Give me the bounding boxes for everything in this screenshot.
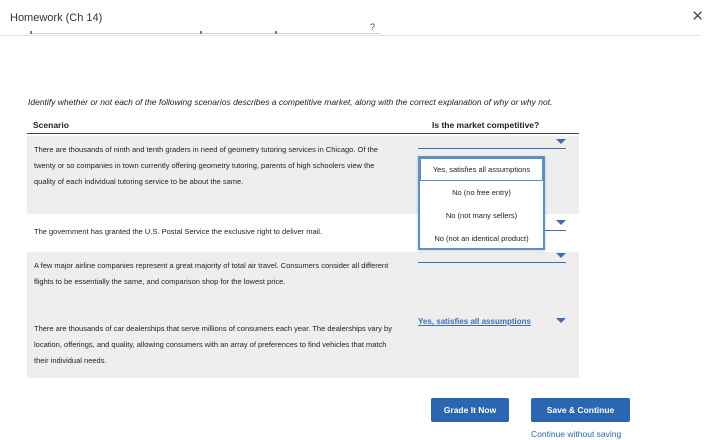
question-header-strip xyxy=(30,22,380,34)
continue-without-saving-link[interactable]: Continue without saving xyxy=(531,429,622,439)
scenario-text: The government has granted the U.S. Postal Service the exclusive right to deliver mail. xyxy=(34,227,323,236)
window-header xyxy=(0,0,704,36)
strip-tick xyxy=(30,31,32,34)
dropdown-2[interactable] xyxy=(545,230,566,231)
dropdown-3[interactable] xyxy=(418,262,566,263)
scenario-text: There are thousands of car dealerships that serve millions of consumers each year. The dealerships vary by location, offerings, and quality, allowing consumers with an array of preferences to find vehicles that match their individual needs. xyxy=(34,324,392,365)
window-title: Homework (Ch 14) xyxy=(10,12,103,24)
strip-tick xyxy=(275,31,277,34)
dropdown-2-chevron-icon[interactable] xyxy=(556,220,566,225)
dropdown-menu xyxy=(418,156,545,250)
scenario-text: There are thousands of ninth and tenth graders in need of geometry tutoring services in Chicago. Of the twenty or so companies in town currently offering geometry tutoring, parents of high schoolers view the quality of each individual tutoring service to be about the same. xyxy=(34,145,378,186)
instructions: Identify whether or not each of the following scenarios describes a competitive market, along with the correct explanation of why or why not. xyxy=(28,97,553,107)
dropdown-option-yes[interactable]: Yes, satisfies all assumptions xyxy=(420,158,543,181)
scenario-row-3 xyxy=(27,252,579,312)
dropdown-1[interactable] xyxy=(418,148,566,149)
dropdown-option-no-free-entry[interactable]: No (no free entry) xyxy=(452,188,511,197)
grade-it-now-button[interactable]: Grade It Now xyxy=(431,398,509,422)
dropdown-4-selected-value[interactable]: Yes, satisfies all assumptions xyxy=(418,317,531,326)
dropdown-3-chevron-icon[interactable] xyxy=(556,253,566,258)
dropdown-4-chevron-icon[interactable] xyxy=(556,318,566,323)
close-icon[interactable]: ✕ xyxy=(691,8,704,25)
header-scenario: Scenario xyxy=(33,120,69,130)
table-header xyxy=(27,117,579,134)
dropdown-option-not-identical-product[interactable]: No (not an identical product) xyxy=(434,234,529,243)
dropdown-option-not-many-sellers[interactable]: No (not many sellers) xyxy=(445,211,518,220)
header-competitive: Is the market competitive? xyxy=(432,120,540,130)
strip-tick xyxy=(200,31,202,34)
dropdown-1-chevron-icon[interactable] xyxy=(556,139,566,144)
strip-question-mark: ? xyxy=(370,22,376,32)
save-continue-button[interactable]: Save & Continue xyxy=(531,398,630,422)
scenario-text: A few major airline companies represent a great majority of total air travel. Consumers consider all different flights to be essentially the same, and comparison shop for the lowest price. xyxy=(34,261,389,286)
